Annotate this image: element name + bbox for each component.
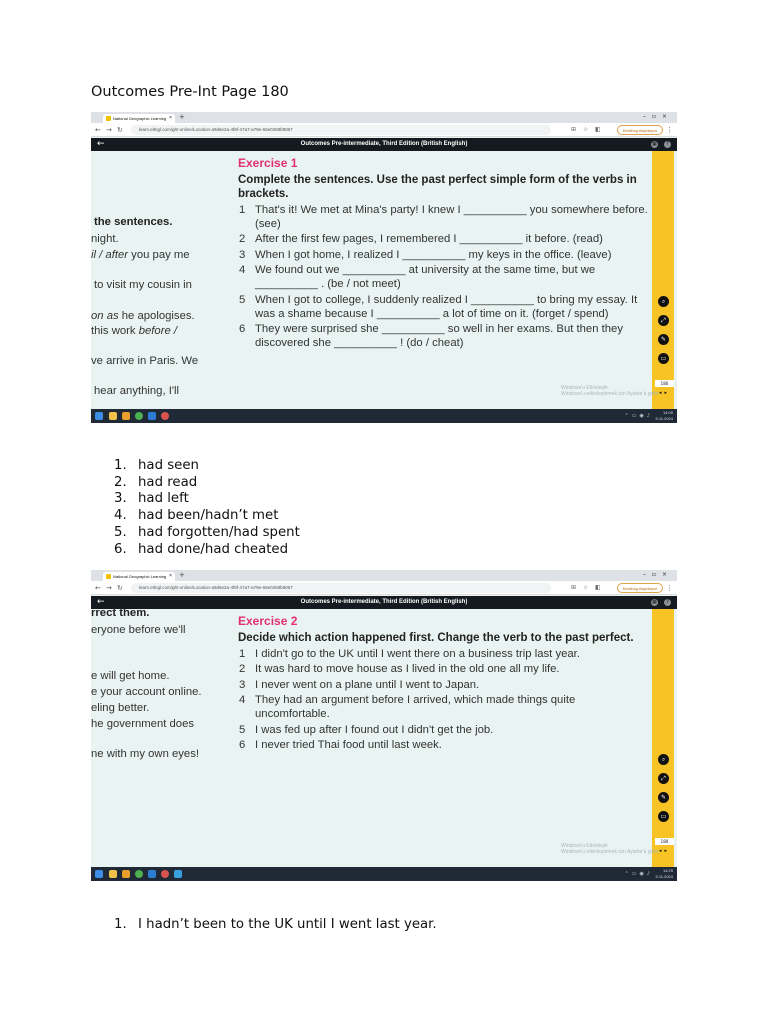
item-number: 2 [239,663,246,675]
extensions-icon[interactable]: ◧ [595,584,601,591]
clock-date: 5.11.2024 [655,416,673,421]
left-page-fragment: ve arrive in Paris. We [91,355,199,367]
left-page-fragment: e will get home. [91,670,170,682]
activation-watermark [561,385,660,397]
bookmark-icon[interactable]: ☆ [583,126,589,133]
left-page-fragment: hear anything, I'll [94,385,180,397]
chrome-icon[interactable] [135,870,143,878]
list-item [114,917,437,934]
help-icon[interactable]: ? [664,141,671,148]
left-page-fragment: ne with my own eyes! [91,748,199,760]
pen-icon[interactable]: ✎ [658,792,669,803]
taskbar [91,409,677,423]
menu-icon[interactable]: ⋮ [666,126,673,134]
list-item [114,508,300,525]
url-field[interactable]: learn.eltngl.com/gltr-online/Location-a9d6e2a-4f8f-47a7-a79e-65e0268b9067 [131,125,551,135]
start-icon[interactable] [95,412,103,420]
list-item [114,525,300,542]
left-page-fragment [91,325,177,337]
exercise-item [238,738,650,752]
left-page-fragment-text: you pay me [128,249,190,261]
answer-text: had been/hadn’t met [138,508,279,524]
screen-icon[interactable]: ▭ [658,353,669,364]
new-tab-icon[interactable]: + [179,571,185,579]
close-icon[interactable]: × [169,573,172,579]
exercise-item [238,723,650,737]
extensions-icon[interactable]: ◧ [595,126,601,133]
item-text: I didn't go to the UK until I went there on a business trip last year. [255,647,580,660]
screenshot-exercise-1 [91,112,677,423]
side-tools [658,296,670,372]
exercise-item [238,263,650,291]
screen-icon[interactable]: ▭ [658,811,669,822]
exercise-2 [238,609,650,752]
zoom-icon[interactable]: ⌕ [658,296,669,307]
left-page-fragment [91,249,190,261]
app-back-icon[interactable]: ← [97,139,105,149]
bookmark-icon[interactable]: ☆ [583,584,589,591]
app-title: Outcomes Pre-intermediate, Third Edition (British English) [300,141,468,147]
item-number: 5 [239,293,246,306]
answer-text: had seen [138,458,199,473]
item-number: 6 [239,323,246,335]
new-tab-icon[interactable]: + [179,113,185,121]
app-icon[interactable] [122,870,130,878]
exercise-item [238,232,650,246]
taskbar [91,867,677,881]
tab-favicon-icon [106,116,111,121]
exercise-title: Exercise 1 [238,156,298,170]
answer-text: had forgotten/had spent [138,524,300,540]
clock [656,410,674,422]
item-number: 3 [239,678,246,691]
exercise-item [238,248,650,262]
browser-tab-bar [91,112,677,123]
tab-title: National Geographic Learning [113,574,167,579]
item-text: They had an argument before I arrived, which made things quite uncomfortable. [255,694,576,720]
page-arrows-icon[interactable]: ◂▸ [655,389,674,398]
address-bar [91,581,677,595]
page-arrows-icon[interactable]: ◂▸ [655,847,674,856]
answer-list-1 [114,458,300,558]
left-page-fragment: he government does [91,718,194,730]
list-item [114,458,300,475]
forward-icon[interactable]: → [106,126,112,134]
chrome-icon[interactable] [135,412,143,420]
url-field[interactable]: learn.eltngl.com/gltr-online/Location-a9d6e2a-4f8f-47a7-a79e-65e0268b9067 [131,583,551,593]
browser-tab-bar [91,570,677,581]
clock-date: 5.11.2024 [655,874,673,879]
item-number: 3. [114,491,127,507]
back-icon[interactable]: ← [95,584,101,592]
clock-time: 14:00 [662,410,673,415]
item-number: 1 [239,203,246,216]
item-text: They were surprised she __________ so well in her exams. But then they discovered she __________ ! (do / cheat) [255,323,623,349]
address-bar [91,123,677,137]
exercise-1 [238,151,650,350]
exercise-instruction: Complete the sentences. Use the past perfect simple form of the verbs in brackets. [238,174,637,200]
zoom-icon[interactable]: ⌕ [658,754,669,765]
left-page-fragment: eryone before we'll [91,624,186,636]
item-number: 1. [114,458,127,473]
system-tray-icon[interactable]: ⌃▭◉♪ [624,871,653,877]
item-text: After the first few pages, I remembered I __________ it before. (read) [255,233,603,245]
list-item [114,491,300,508]
opera-icon[interactable] [161,412,169,420]
left-page-fragment-text: he apologises. [118,310,195,322]
left-page-fragment-italic: on as [91,310,119,322]
exercise-instruction: Decide which action happened first. Change the verb to the past perfect. [238,632,634,644]
item-number: 1. [114,917,127,932]
telegram-icon[interactable] [174,870,182,878]
item-text: I never went on a plane until I went to Japan. [255,678,480,691]
grid-icon[interactable]: ▦ [652,141,657,147]
word-icon[interactable] [148,870,156,878]
browser-tab[interactable] [103,572,175,581]
item-number: 6. [114,541,127,557]
exercise-item [238,693,650,721]
page-number: 180 [655,380,674,387]
answer-text: had read [138,474,198,490]
answer-list-2 [114,917,437,934]
expand-icon[interactable]: ⤢ [658,773,669,784]
item-number: 5. [114,524,127,540]
item-text: We found out we __________ at university at the same time, but we __________ . (be / not meet) [255,264,596,290]
item-number: 4. [114,508,127,524]
left-page-fragment: e your account online. [91,686,202,698]
opera-icon[interactable] [161,870,169,878]
watermark-line: Windows'u etkinleştirmek için Ayarlar'a gidin. [561,391,660,397]
left-page-fragment: rrect them. [91,607,150,619]
watermark-line: Windows'u Etkinleştir [561,843,609,849]
reload-icon[interactable]: ↻ [117,584,123,592]
forward-icon[interactable]: → [106,584,112,592]
item-number: 3 [239,248,246,261]
exercise-item [238,293,650,321]
item-number: 4 [239,264,246,276]
grid-icon[interactable]: ▦ [652,599,657,605]
tab-title: National Geographic Learning [113,116,167,121]
menu-icon[interactable]: ⋮ [666,584,673,592]
watermark-line: Windows'u Etkinleştir [561,385,609,391]
tab-favicon-icon [106,574,111,579]
page-number: 180 [655,838,674,845]
item-number: 2 [239,233,246,245]
screenshot-exercise-2 [91,570,677,881]
exercise-item [238,678,650,692]
file-explorer-icon[interactable] [109,870,117,878]
exercise-item [238,203,650,231]
left-page-fragment: to visit my cousin in [94,279,192,291]
left-page-fragment: the sentences. [94,216,173,228]
file-explorer-icon[interactable] [109,412,117,420]
activation-watermark [561,843,660,855]
left-page-fragment: eling better. [91,702,150,714]
app-icon[interactable] [122,412,130,420]
browser-tab[interactable] [103,114,175,123]
answer-text: I hadn’t been to the UK until I went last year. [138,917,437,932]
close-icon[interactable]: × [169,115,172,121]
answer-text: had left [138,491,189,507]
word-icon[interactable] [148,412,156,420]
system-tray-icon[interactable]: ⌃▭◉♪ [624,413,653,419]
exercise-item [238,662,650,676]
item-text: That's it! We met at Mina's party! I knew I __________ you somewhere before. (see) [255,203,648,230]
start-icon[interactable] [95,870,103,878]
translate-icon[interactable]: ⊞ [571,584,577,591]
list-item [114,475,300,492]
side-tools [658,754,670,830]
item-number: 5 [239,723,246,736]
item-text: I was fed up after I found out I didn't get the job. [255,723,494,736]
profile-button[interactable]: Kerdhog ekyrdeyvn [617,125,663,135]
translate-icon[interactable]: ⊞ [571,126,577,133]
app-back-icon[interactable]: ← [97,597,105,607]
item-number: 6 [239,739,246,751]
exercise-title: Exercise 2 [238,614,298,628]
clock-time: 14:25 [662,868,673,873]
item-text: When I got home, I realized I __________ my keys in the office. (leave) [255,248,612,261]
left-page-fragment-text: this work [91,325,139,337]
back-icon[interactable]: ← [95,126,101,134]
item-number: 4 [239,694,246,706]
help-icon[interactable]: ? [664,599,671,606]
exercise-item [238,647,650,661]
item-text: I never tried Thai food until last week. [255,739,442,751]
profile-button[interactable]: Kerdhog ekyrdeyvn [617,583,663,593]
exercise-item [238,322,650,350]
left-page-fragment-italic: il / after [91,249,129,261]
document-title: Outcomes Pre-Int Page 180 [91,84,289,100]
left-page-fragment-italic: before / [138,325,178,337]
app-header [91,596,677,609]
clock [656,868,674,880]
left-page-fragment [91,310,195,322]
app-header [91,138,677,151]
pen-icon[interactable]: ✎ [658,334,669,345]
watermark-line: Windows'u etkinleştirmek için Ayarlar'a gidin. [561,849,660,855]
expand-icon[interactable]: ⤢ [658,315,669,326]
window-controls-icon[interactable]: –▫× [642,571,673,578]
item-number: 1 [239,647,246,660]
answer-text: had done/had cheated [138,541,289,557]
item-text: It was hard to move house as I lived in the old one all my life. [255,663,560,675]
left-page-fragment: night. [91,233,119,245]
reload-icon[interactable]: ↻ [117,126,123,134]
list-item [114,542,300,559]
app-title: Outcomes Pre-intermediate, Third Edition (British English) [300,599,468,605]
item-number: 2. [114,474,127,490]
item-text: When I got to college, I suddenly realized I __________ to bring my essay. It was a shame because I __________ a lot of time on it. (forget / spend) [255,293,638,320]
window-controls-icon[interactable]: –▫× [642,113,673,120]
